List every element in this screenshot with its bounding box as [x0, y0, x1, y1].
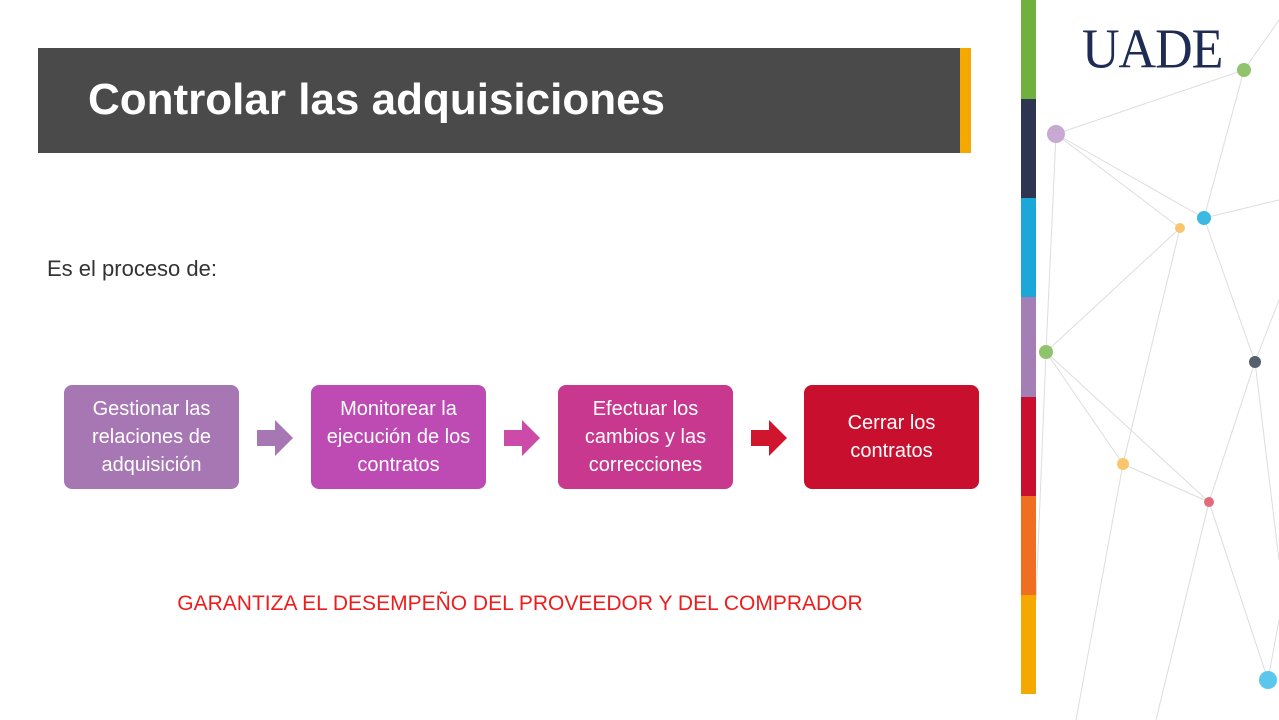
- process-step-4: Cerrar los contratos: [804, 385, 979, 489]
- strip-segment: [1021, 99, 1036, 198]
- uade-logo: UADE: [1082, 18, 1223, 81]
- title-accent-bar: [960, 48, 971, 153]
- intro-text: Es el proceso de:: [47, 256, 217, 281]
- network-decoration: [1036, 0, 1279, 720]
- process-step-3: Efectuar los cambios y las correcciones: [558, 385, 733, 489]
- strip-segment: [1021, 198, 1036, 297]
- arrow-right-icon: [257, 418, 293, 458]
- arrow-right-icon: [751, 418, 787, 458]
- strip-segment: [1021, 297, 1036, 396]
- slide-title: Controlar las adquisiciones: [88, 75, 666, 124]
- conclusion-text: GARANTIZA EL DESEMPEÑO DEL PROVEEDOR Y DEL COMPRADOR: [177, 592, 863, 615]
- strip-segment: [1021, 496, 1036, 595]
- process-step-2: Monitorear la ejecución de los contratos: [311, 385, 486, 489]
- strip-segment: [1021, 0, 1036, 99]
- process-step-1: Gestionar las relaciones de adquisición: [64, 385, 239, 489]
- strip-segment: [1021, 397, 1036, 496]
- strip-segment: [1021, 595, 1036, 694]
- brand-color-strip: [1021, 0, 1036, 694]
- arrow-right-icon: [504, 418, 540, 458]
